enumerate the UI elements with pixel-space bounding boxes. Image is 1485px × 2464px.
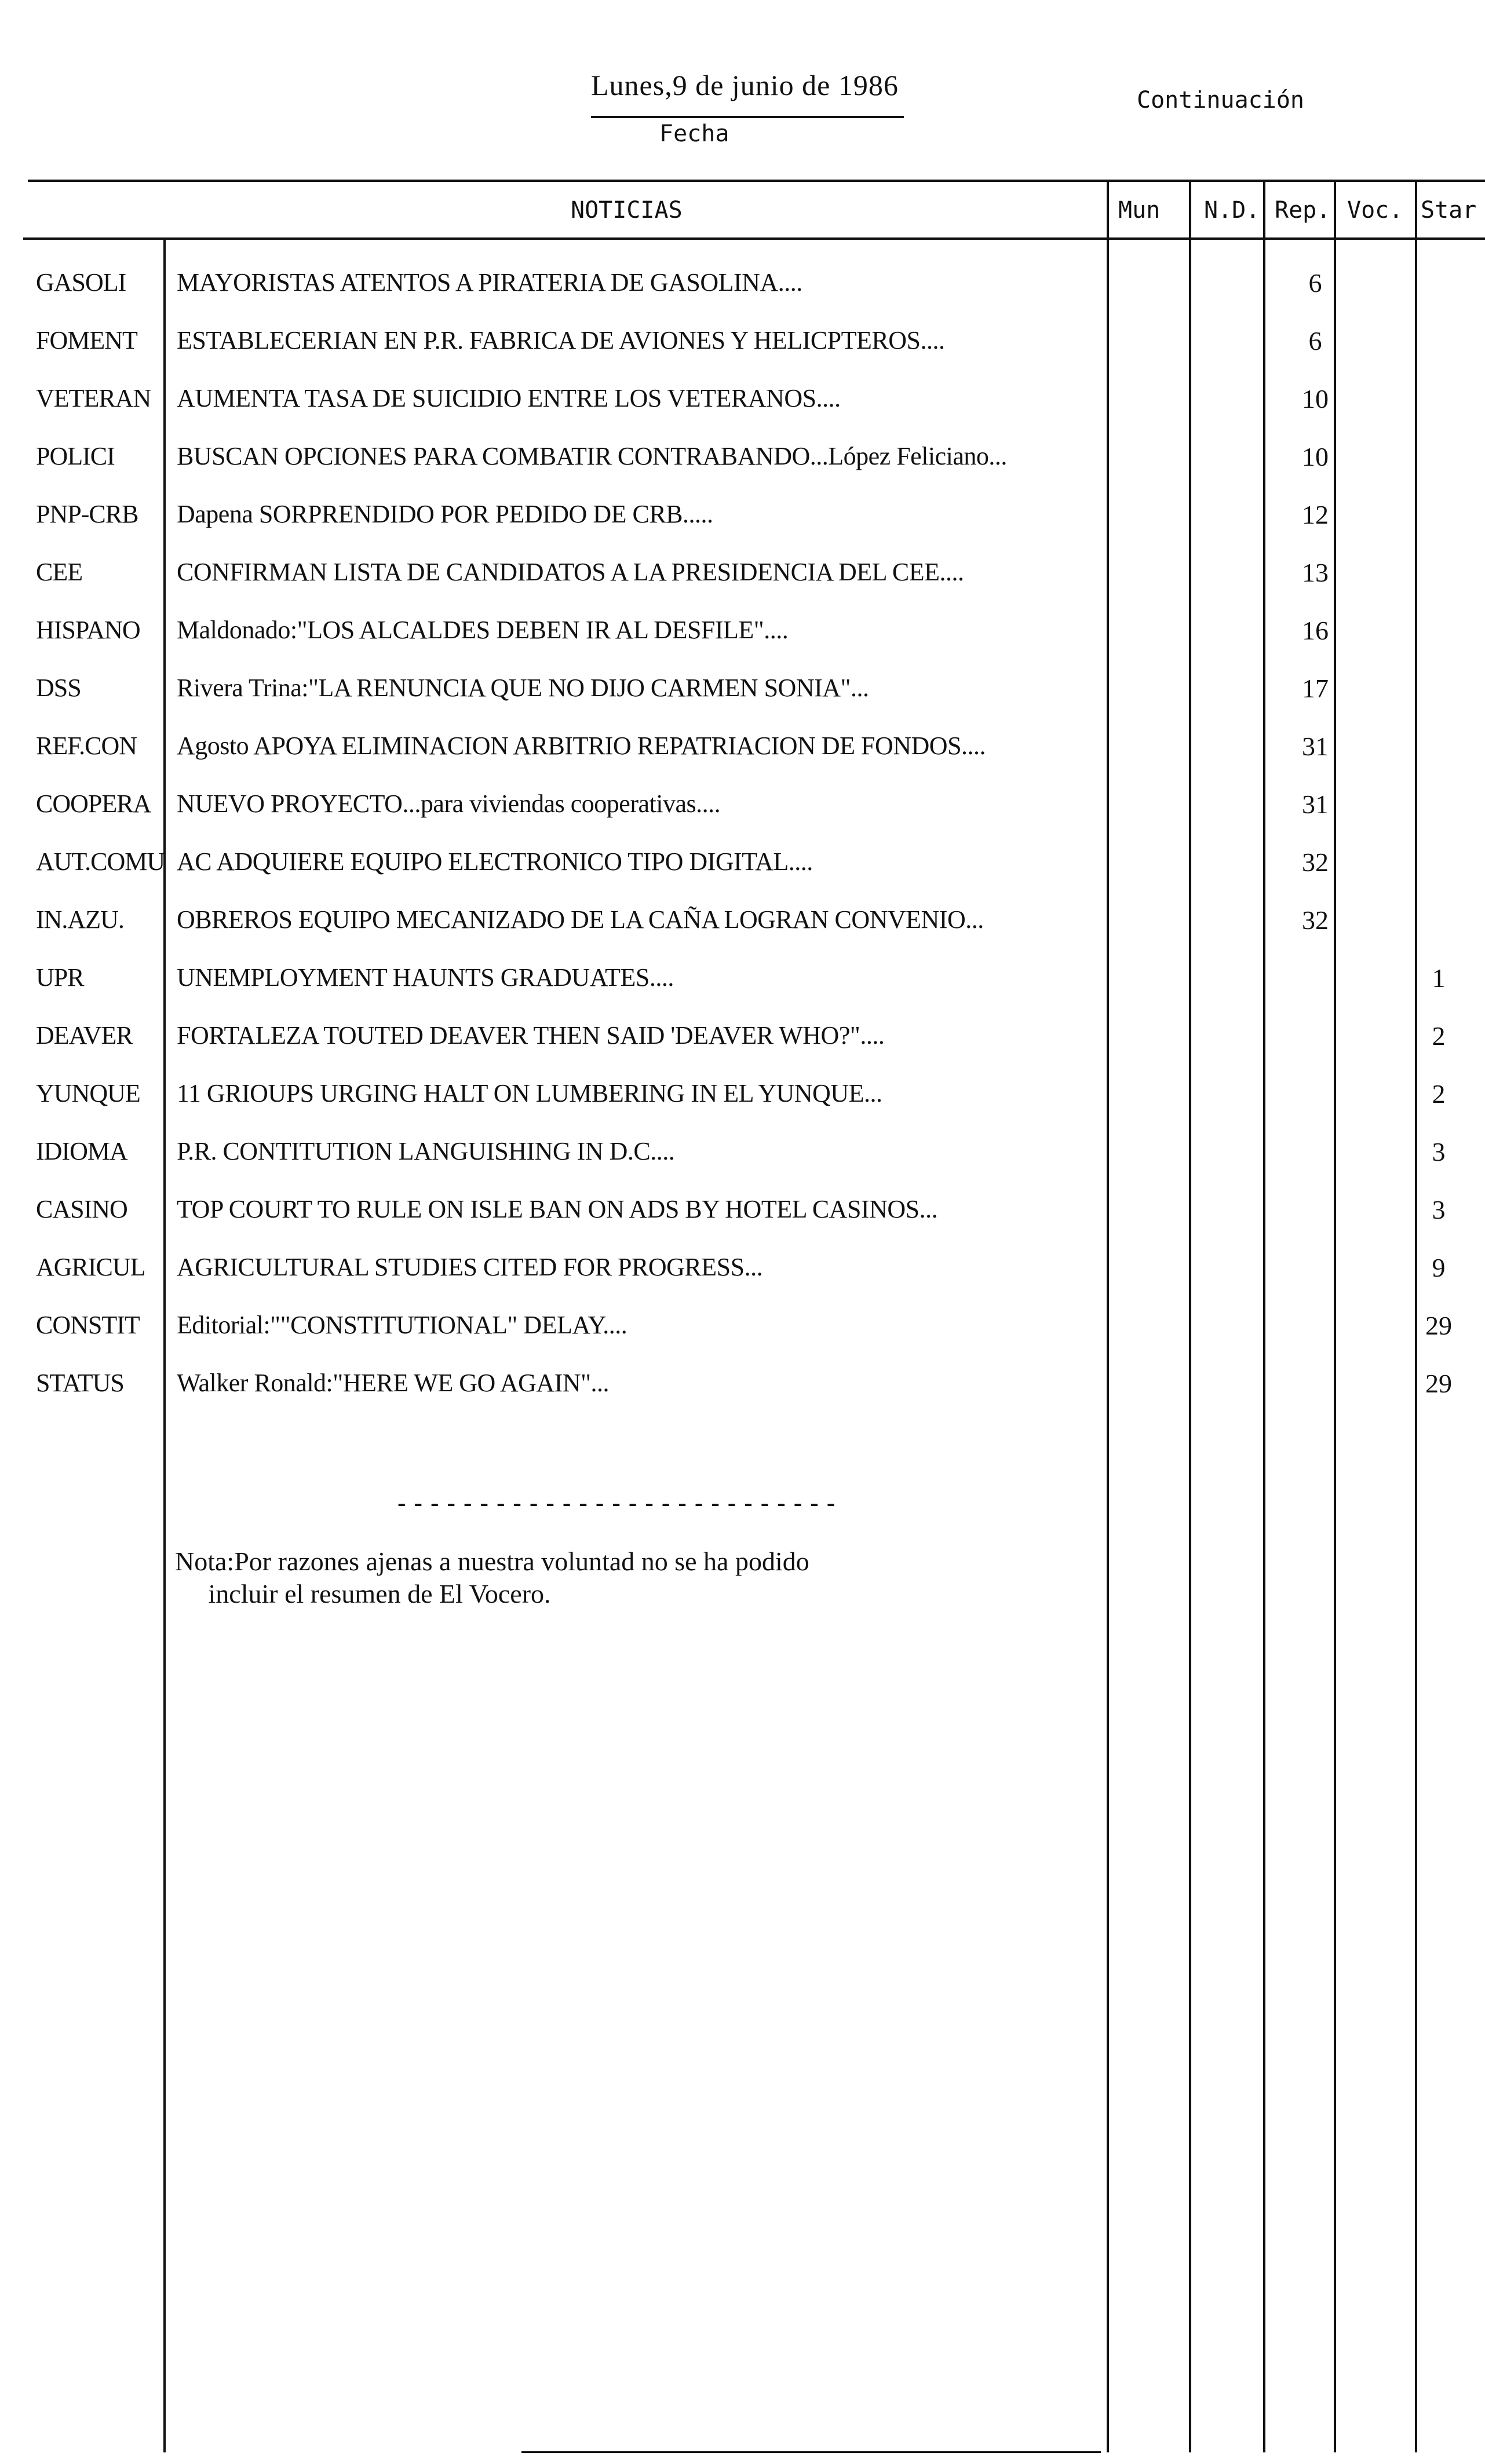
table-row (0, 847, 1485, 905)
star-page: 3 (1432, 1137, 1446, 1167)
table-row (0, 1194, 1485, 1252)
table-row (0, 905, 1485, 963)
column-header-star: Star (1421, 197, 1477, 224)
headline: 11 GRIOUPS URGING HALT ON LUMBERING IN EL YUNQUE... (177, 1079, 882, 1107)
table-bottom-rule (521, 2451, 1101, 2453)
headline: Walker Ronald:"HERE WE GO AGAIN"... (177, 1369, 610, 1397)
headline: BUSCAN OPCIONES PARA COMBATIR CONTRABANDO...López Feliciano... (177, 442, 1007, 470)
table-row (0, 1079, 1485, 1136)
headline: P.R. CONTITUTION LANGUISHING IN D.C.... (177, 1137, 675, 1165)
section-code: IN.AZU. (36, 905, 124, 934)
section-code: UPR (36, 963, 84, 992)
headline: Agosto APOYA ELIMINACION ARBITRIO REPATRIACION DE FONDOS.... (177, 732, 986, 760)
section-code: COOPERA (36, 789, 151, 818)
table-row (0, 963, 1485, 1021)
headline: NUEVO PROYECTO...para viviendas cooperativas.... (177, 789, 721, 818)
section-code: REF.CON (36, 732, 137, 760)
section-code: STATUS (36, 1369, 124, 1397)
table-row (0, 1021, 1485, 1079)
table-row (0, 268, 1485, 326)
table-row (0, 1310, 1485, 1368)
headline: Maldonado:"LOS ALCALDES DEBEN IR AL DESFILE".... (177, 616, 789, 644)
table-row (0, 1136, 1485, 1194)
note-line-2: incluir el resumen de El Vocero. (175, 1579, 551, 1608)
column-header-mun: Mun (1118, 197, 1161, 224)
table-header-rule (23, 237, 1485, 240)
section-code: CONSTIT (36, 1311, 140, 1339)
rep-page: 32 (1302, 847, 1329, 877)
rep-page: 17 (1302, 674, 1329, 703)
rep-page: 16 (1302, 616, 1329, 645)
table-row (0, 499, 1485, 557)
headline: MAYORISTAS ATENTOS A PIRATERIA DE GASOLINA.... (177, 268, 802, 297)
headline: AC ADQUIERE EQUIPO ELECTRONICO TIPO DIGITAL.... (177, 847, 813, 876)
table-row (0, 673, 1485, 731)
rep-page: 6 (1308, 326, 1322, 356)
table-row (0, 731, 1485, 789)
section-code: YUNQUE (36, 1079, 140, 1107)
headline: CONFIRMAN LISTA DE CANDIDATOS A LA PRESIDENCIA DEL CEE.... (177, 558, 964, 586)
headline: AUMENTA TASA DE SUICIDIO ENTRE LOS VETERANOS.... (177, 384, 841, 412)
date-caption: Fecha (659, 120, 729, 147)
rep-page: 13 (1302, 558, 1329, 587)
rep-page: 10 (1302, 384, 1329, 414)
section-code: IDIOMA (36, 1137, 127, 1165)
star-page: 1 (1432, 963, 1446, 993)
headline: OBREROS EQUIPO MECANIZADO DE LA CAÑA LOGRAN CONVENIO... (177, 905, 984, 934)
table-row (0, 1368, 1485, 1426)
section-code: HISPANO (36, 616, 140, 644)
date-heading: Lunes,9 de junio de 1986 (591, 69, 899, 101)
rep-page: 31 (1302, 732, 1329, 761)
table-row (0, 441, 1485, 499)
column-header-noticias: NOTICIAS (571, 197, 683, 224)
column-header-rep: Rep. (1275, 197, 1331, 224)
table-row (0, 326, 1485, 383)
section-code: DSS (36, 674, 81, 702)
date-underline (591, 116, 904, 118)
column-header-nd: N.D. (1204, 197, 1260, 224)
column-header-voc: Voc. (1347, 197, 1403, 224)
star-page: 2 (1432, 1079, 1446, 1109)
star-page: 3 (1432, 1195, 1446, 1224)
headline: AGRICULTURAL STUDIES CITED FOR PROGRESS... (177, 1253, 763, 1281)
rep-page: 10 (1302, 442, 1329, 471)
section-code: AGRICUL (36, 1253, 145, 1281)
table-row (0, 789, 1485, 847)
headline: Rivera Trina:"LA RENUNCIA QUE NO DIJO CARMEN SONIA"... (177, 674, 869, 702)
rep-page: 12 (1302, 500, 1329, 529)
table-row (0, 1252, 1485, 1310)
table-row (0, 615, 1485, 673)
section-code: AUT.COMU (36, 847, 165, 876)
continuation-label: Continuación (1137, 87, 1304, 114)
section-code: GASOLI (36, 268, 126, 297)
star-page: 29 (1425, 1311, 1452, 1340)
headline: ESTABLECERIAN EN P.R. FABRICA DE AVIONES Y HELICPTEROS.... (177, 326, 945, 354)
note-text (175, 1545, 809, 1610)
star-page: 9 (1432, 1253, 1446, 1282)
star-page: 2 (1432, 1021, 1446, 1051)
section-code: VETERAN (36, 384, 151, 412)
table-top-rule (28, 180, 1485, 182)
headline: Editorial:""CONSTITUTIONAL" DELAY.... (177, 1311, 627, 1339)
section-code: DEAVER (36, 1021, 133, 1050)
section-code: CASINO (36, 1195, 127, 1223)
separator-dashes: --------------------------- (394, 1489, 840, 1518)
rep-page: 31 (1302, 789, 1329, 819)
section-code: FOMENT (36, 326, 137, 354)
table-row (0, 383, 1485, 441)
section-code: CEE (36, 558, 83, 586)
headline: TOP COURT TO RULE ON ISLE BAN ON ADS BY HOTEL CASINOS... (177, 1195, 938, 1223)
headline: UNEMPLOYMENT HAUNTS GRADUATES.... (177, 963, 674, 992)
table-row (0, 557, 1485, 615)
section-code: PNP-CRB (36, 500, 138, 528)
headline: FORTALEZA TOUTED DEAVER THEN SAID 'DEAVER WHO?".... (177, 1021, 885, 1050)
rep-page: 32 (1302, 905, 1329, 935)
note-line-1: Nota:Por razones ajenas a nuestra voluntad no se ha podido (175, 1547, 809, 1576)
rep-page: 6 (1308, 268, 1322, 298)
section-code: POLICI (36, 442, 115, 470)
star-page: 29 (1425, 1369, 1452, 1398)
headline: Dapena SORPRENDIDO POR PEDIDO DE CRB..... (177, 500, 713, 528)
